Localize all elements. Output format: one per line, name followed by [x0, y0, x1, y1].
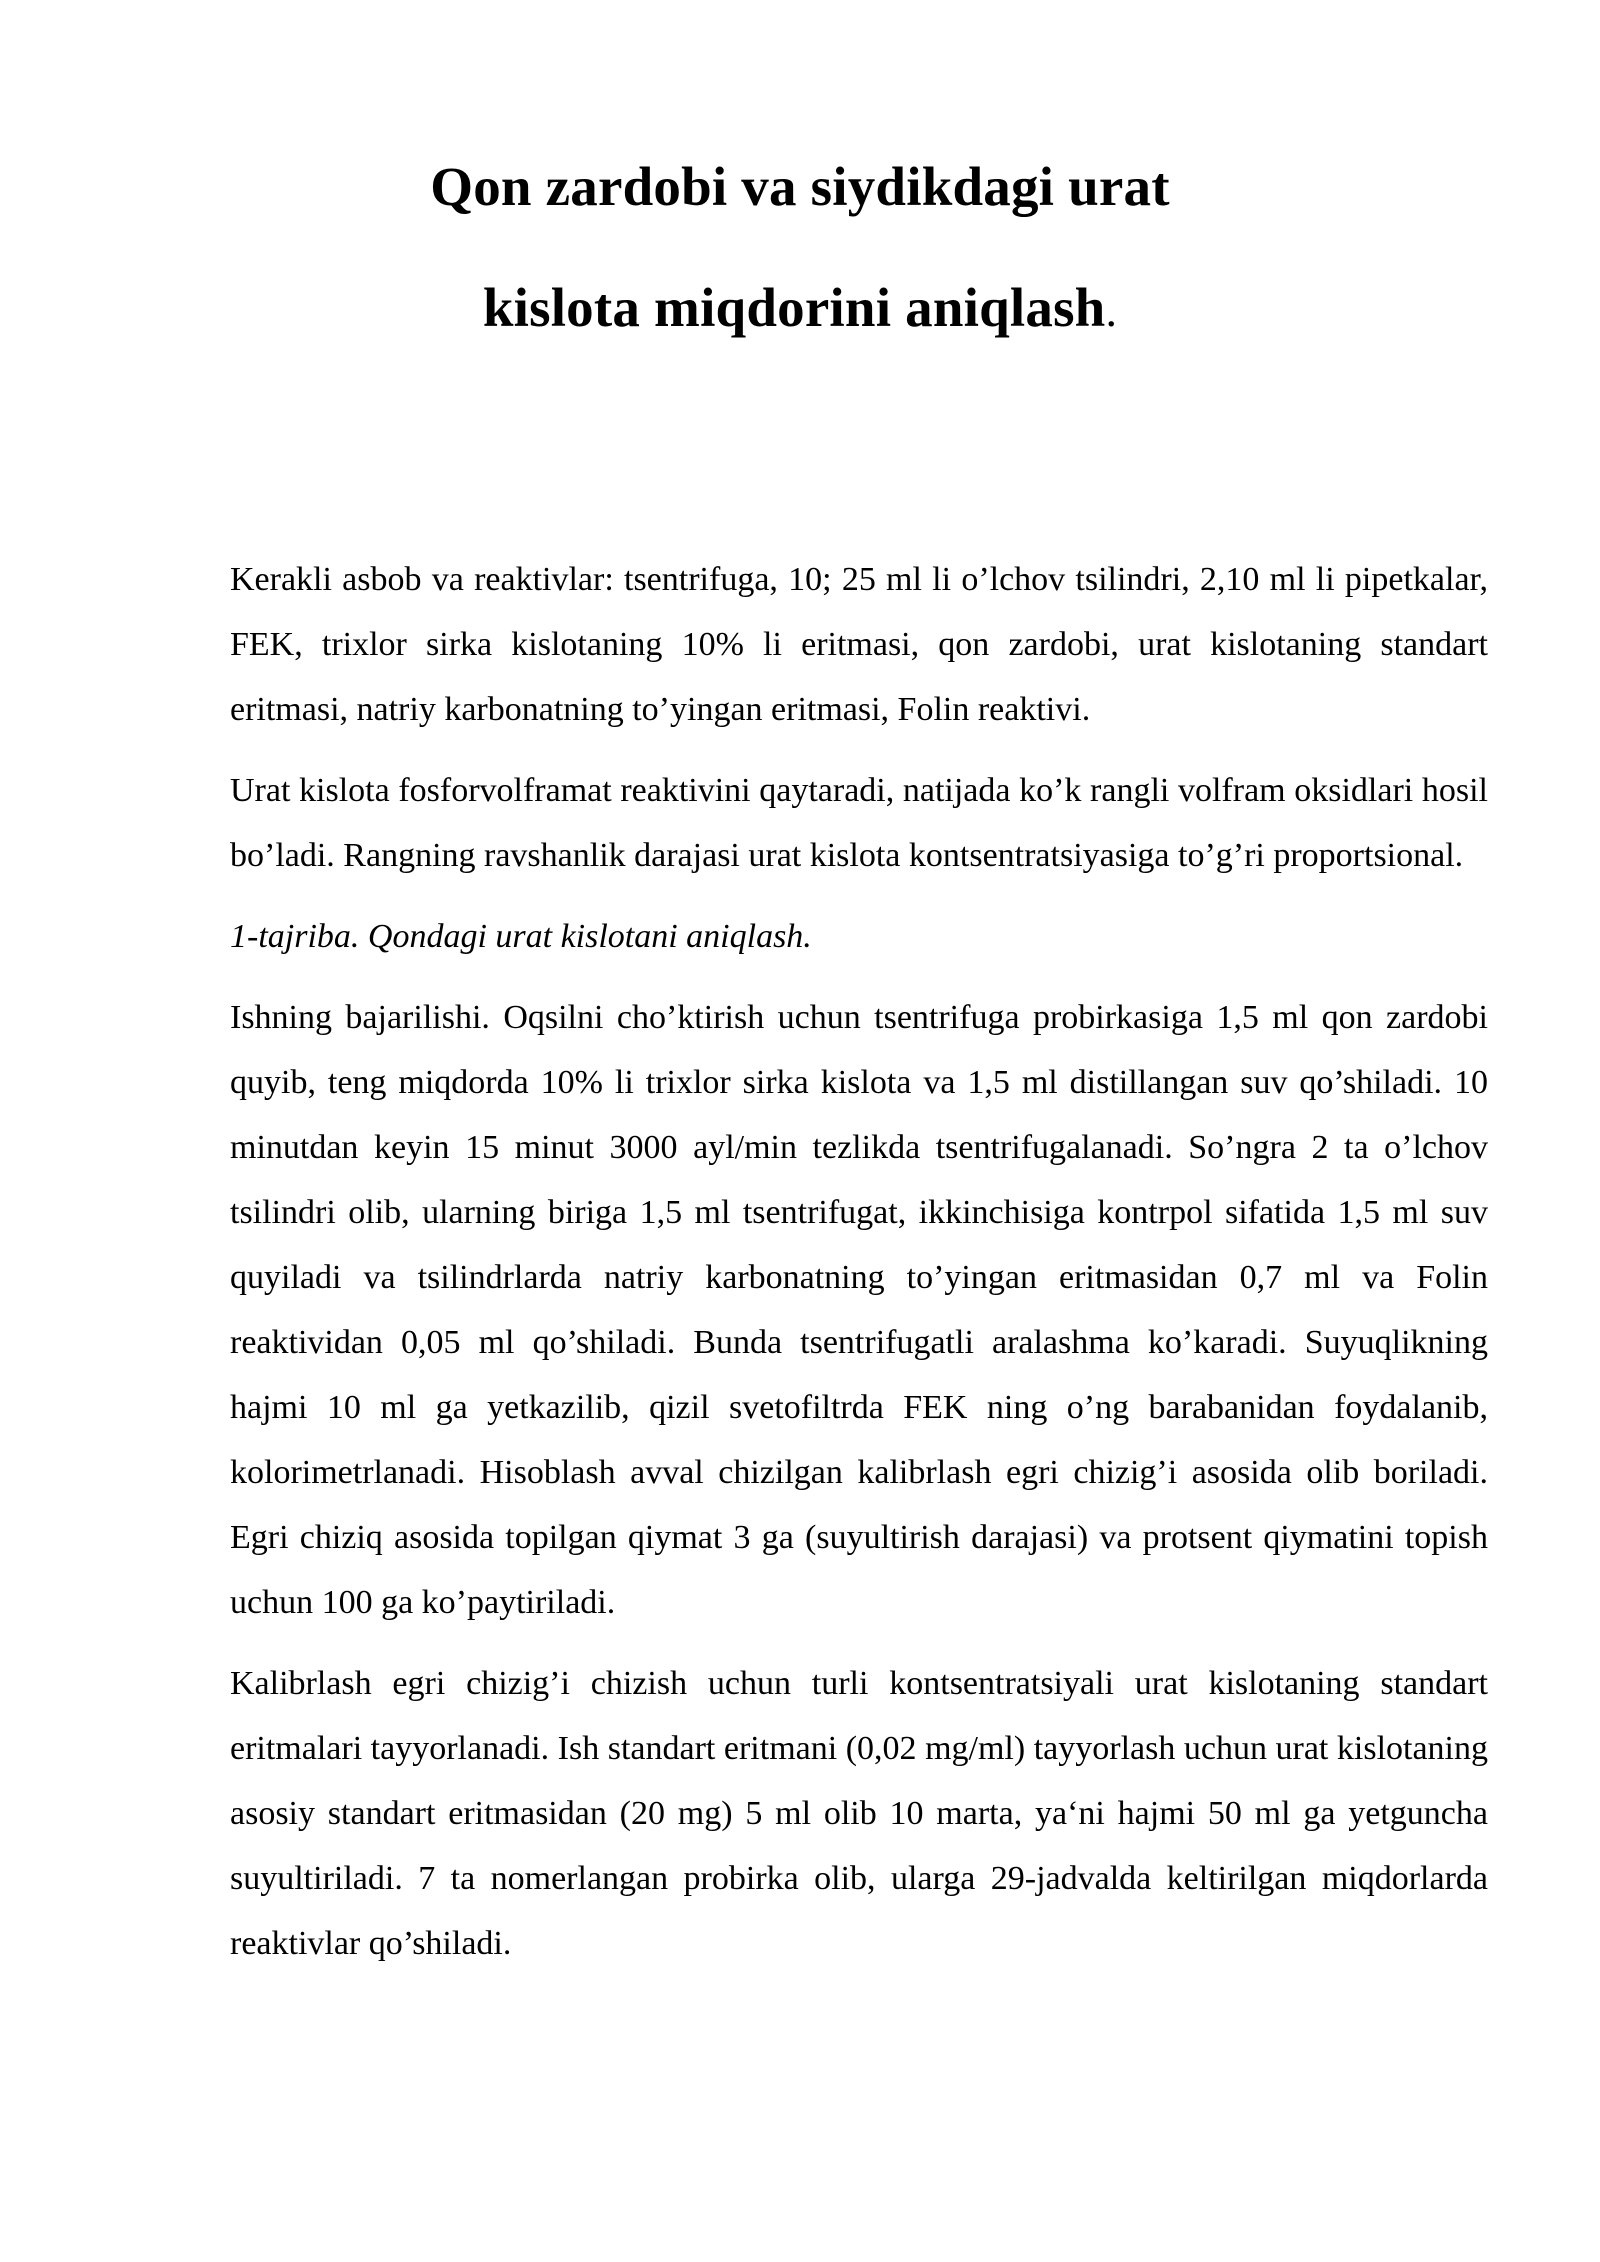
paragraph-procedure: Ishning bajarilishi. Oqsilni cho’ktirish uchun tsentrifuga probirkasiga 1,5 ml qon zardobi quyib, teng miqdorda 10% li trixlor sirka kislota va 1,5 ml distillangan suv qo’shiladi. 10 minutdan keyin 15 minut 3000 ayl/min tezlikda tsentrifugalanadi. So’ngra 2 ta o’lchov tsilindri olib, ularning biriga 1,5 ml tsentrifugat, ikkinchisiga kontrpol sifatida 1,5 ml suv quyiladi va tsilindrlarda natriy karbonatning to’yingan eritmasidan 0,7 ml va Folin reaktividan 0,05 ml qo’shiladi. Bunda tsentrifugatli aralashma ko’karadi. Suyuqlikning hajmi 10 ml ga yetkazilib, qizil svetofiltrda FEK ning o’ng barabanidan foydalanib, kolorimetrlanadi. Hisoblash avval chizilgan kalibrlash egri chizig’i asosida olib boriladi. Egri chiziq asosida topilgan qiymat 3 ga (suyultirish darajasi) va protsent qiymatini topish uchun 100 ga ko’paytiriladi. — [230, 999, 1488, 1621]
paragraph-calibration: Kalibrlash egri chizig’i chizish uchun turli kontsentratsiyali urat kislotaning standart eritmalari tayyorlanadi. Ish standart eritmani (0,02 mg/ml) tayyorlash uchun urat kislotaning asosiy standart eritmasidan (20 mg) 5 ml olib 10 marta, ya‘ni hajmi 50 ml ga yetguncha suyultiriladi. 7 ta nomerlangan probirka olib, ularga 29-jadvalda keltirilgan miqdorlarda reaktivlar qo’shiladi. — [230, 1665, 1488, 1962]
title-end-mark: . — [1105, 285, 1118, 336]
paragraph-equipment-reagents: Kerakli asbob va reaktivlar: tsentrifuga, 10; 25 ml li o’lchov tsilindri, 2,10 ml li pipetkalar, FEK, trixlor sirka kislotaning 10% li eritmasi, qon zardobi, urat kislotaning standart eritmasi, natriy karbonatning to’yingan eritmasi, Folin reaktivi. — [230, 561, 1488, 728]
document-body — [230, 547, 1488, 1992]
title-text-line-2: kislota miqdorini aniqlash — [482, 277, 1106, 338]
experiment-heading: 1-tajriba. Qondagi urat kislotani aniqlash. — [230, 918, 812, 955]
paragraph-principle: Urat kislota fosforvolframat reaktivini qaytaradi, natijada ko’k rangli volfram oksidlari hosil bo’ladi. Rangning ravshanlik darajasi urat kislota kontsentratsiyasiga to’g’ri proportsional. — [230, 772, 1488, 874]
title-text-line-1: Qon zardobi va siydikdagi urat — [430, 156, 1170, 217]
document-title-line-2 — [0, 276, 1600, 343]
document-title-line-1 — [0, 155, 1600, 219]
